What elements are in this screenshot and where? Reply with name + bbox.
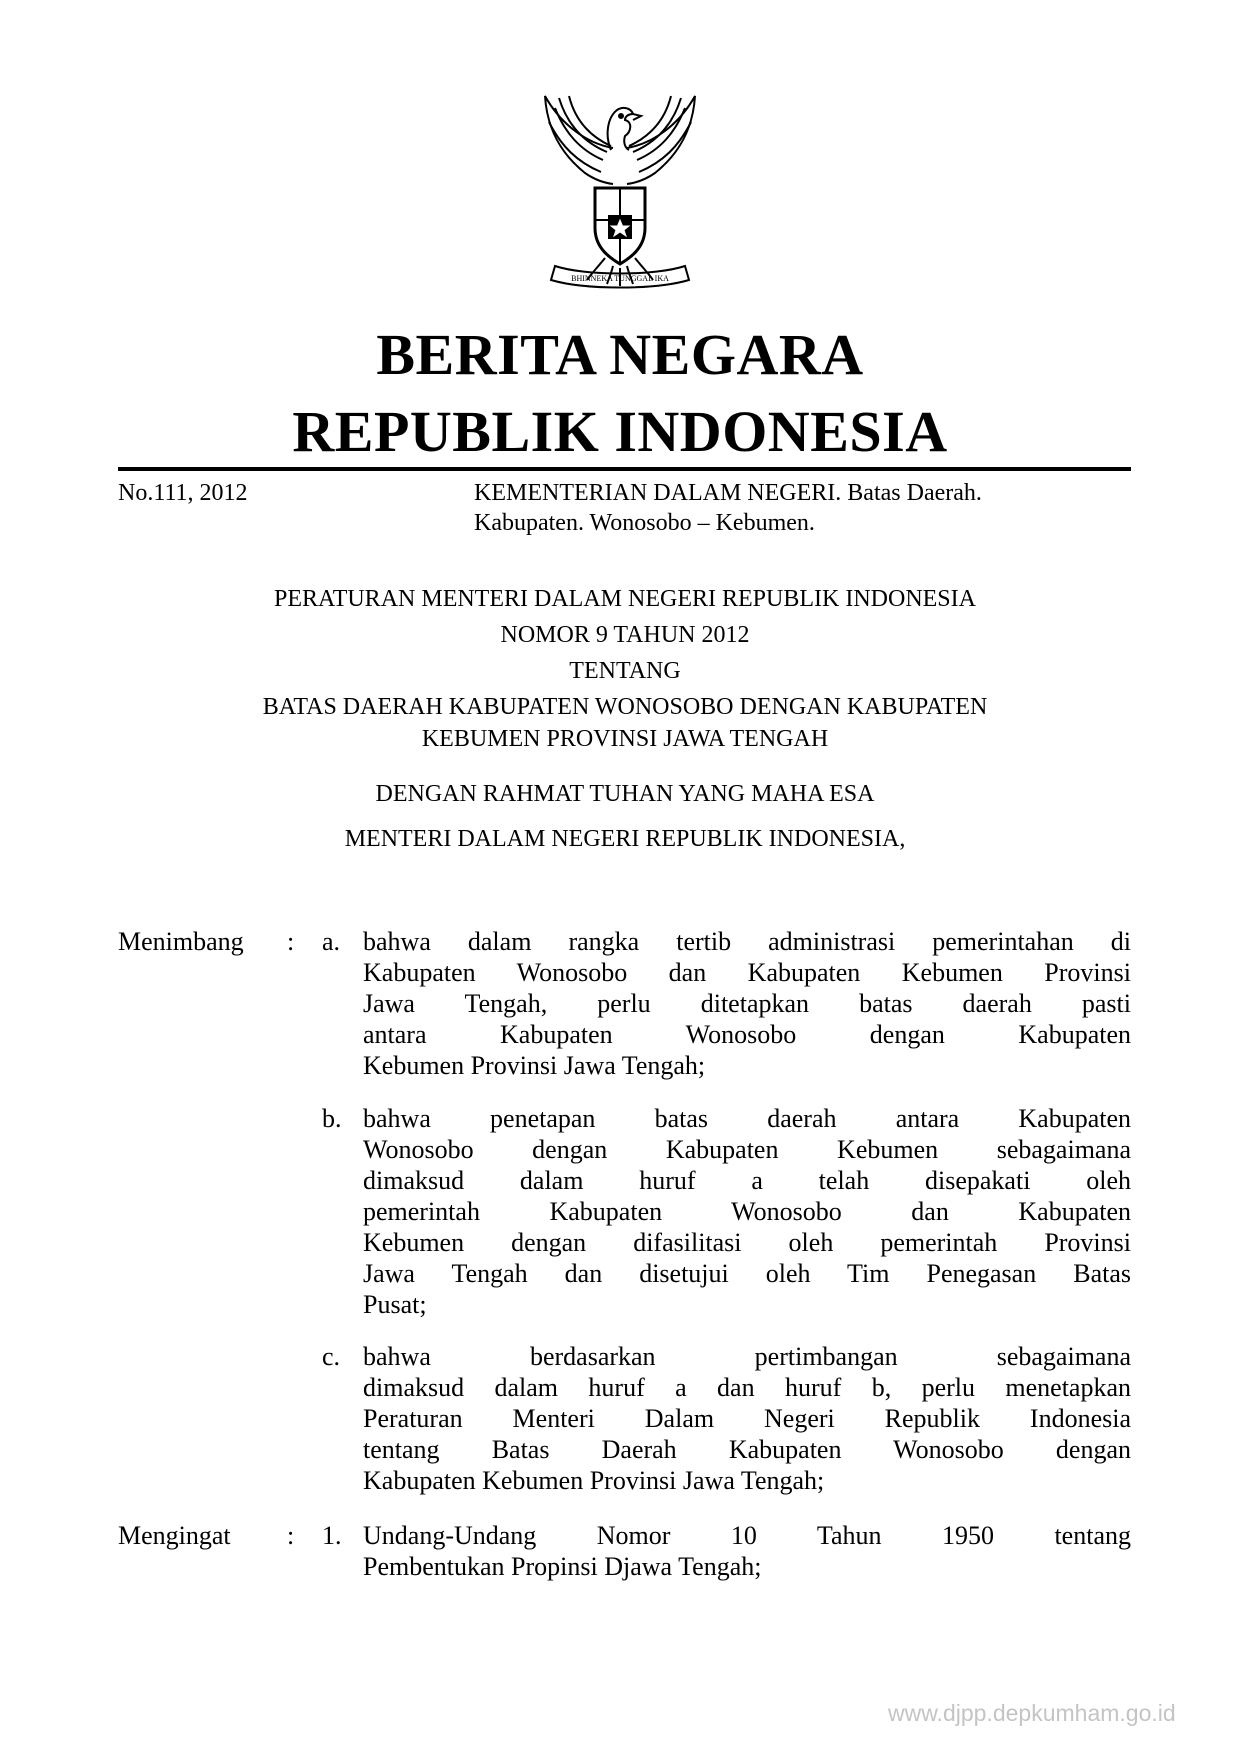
menimbang-item-b	[363, 1103, 1131, 1320]
item-line: Kebumen Provinsi Jawa Tengah;	[363, 1051, 706, 1080]
item-line: bahwa penetapan batas daerah antara Kabupaten	[363, 1104, 1131, 1133]
issue-subject	[474, 478, 1131, 538]
masthead-subtitle: REPUBLIK INDONESIA	[292, 399, 948, 464]
item-line: Peraturan Menteri Dalam Negeri Republik Indonesia	[363, 1404, 1131, 1433]
garuda-emblem	[525, 88, 715, 300]
masthead-title: BERITA NEGARA	[376, 322, 864, 387]
issue-subject-line: KEMENTERIAN DALAM NEGERI. Batas Daerah.	[474, 480, 982, 506]
issue-number: No.111, 2012	[118, 480, 248, 506]
menimbang-item-a	[363, 926, 1131, 1081]
item-line: Pusat;	[363, 1290, 427, 1319]
item-marker: b.	[322, 1104, 342, 1133]
regulation-number: NOMOR 9 TAHUN 2012	[500, 622, 750, 648]
watermark-url: www.djpp.depkumham.go.id	[888, 1700, 1176, 1726]
item-line: Undang-Undang Nomor 10 Tahun 1950 tentang	[363, 1521, 1131, 1550]
item-line: dimaksud dalam huruf a dan huruf b, perlu menetapkan	[363, 1373, 1131, 1402]
item-marker: c.	[322, 1342, 341, 1371]
item-line: bahwa dalam rangka tertib administrasi pemerintahan di	[363, 927, 1131, 956]
item-line: Kabupaten Wonosobo dan Kabupaten Kebumen Provinsi	[363, 958, 1131, 987]
item-marker: a.	[322, 927, 341, 956]
mengingat-item-1	[363, 1520, 1131, 1582]
regulation-about: TENTANG	[569, 658, 681, 684]
item-line: Kebumen dengan difasilitasi oleh pemerintah Provinsi	[363, 1228, 1131, 1257]
item-marker: 1.	[322, 1521, 342, 1550]
item-line: Jawa Tengah dan disetujui oleh Tim Penegasan Batas	[363, 1259, 1131, 1288]
issuer: MENTERI DALAM NEGERI REPUBLIK INDONESIA,	[344, 826, 906, 852]
header-rule	[118, 467, 1131, 471]
regulation-subject-line: BATAS DAERAH KABUPATEN WONOSOBO DENGAN KABUPATEN	[262, 694, 988, 720]
mengingat-label: Mengingat	[118, 1521, 231, 1550]
item-line: Wonosobo dengan Kabupaten Kebumen sebagaimana	[363, 1135, 1131, 1164]
item-line: bahwa berdasarkan pertimbangan sebagaimana	[363, 1342, 1131, 1371]
menimbang-colon: :	[287, 927, 295, 956]
mengingat-colon: :	[287, 1521, 295, 1550]
item-line: dimaksud dalam huruf a telah disepakati oleh	[363, 1166, 1131, 1195]
item-line: Kabupaten Kebumen Provinsi Jawa Tengah;	[363, 1466, 825, 1495]
regulation-subject-line: KEBUMEN PROVINSI JAWA TENGAH	[421, 726, 829, 752]
item-line: pemerintah Kabupaten Wonosobo dan Kabupaten	[363, 1197, 1131, 1226]
item-line: antara Kabupaten Wonosobo dengan Kabupaten	[363, 1020, 1131, 1049]
issue-subject-line: Kabupaten. Wonosobo – Kebumen.	[474, 510, 815, 536]
item-line: tentang Batas Daerah Kabupaten Wonosobo dengan	[363, 1435, 1131, 1464]
emblem-motto: BHINNEKA TUNGGAL IKA	[571, 274, 669, 283]
item-line: Jawa Tengah, perlu ditetapkan batas daerah pasti	[363, 989, 1131, 1018]
regulation-title: PERATURAN MENTERI DALAM NEGERI REPUBLIK INDONESIA	[274, 586, 976, 612]
menimbang-label: Menimbang	[118, 927, 244, 956]
item-line: Pembentukan Propinsi Djawa Tengah;	[363, 1552, 762, 1581]
menimbang-item-c	[363, 1341, 1131, 1496]
invocation: DENGAN RAHMAT TUHAN YANG MAHA ESA	[375, 781, 875, 807]
